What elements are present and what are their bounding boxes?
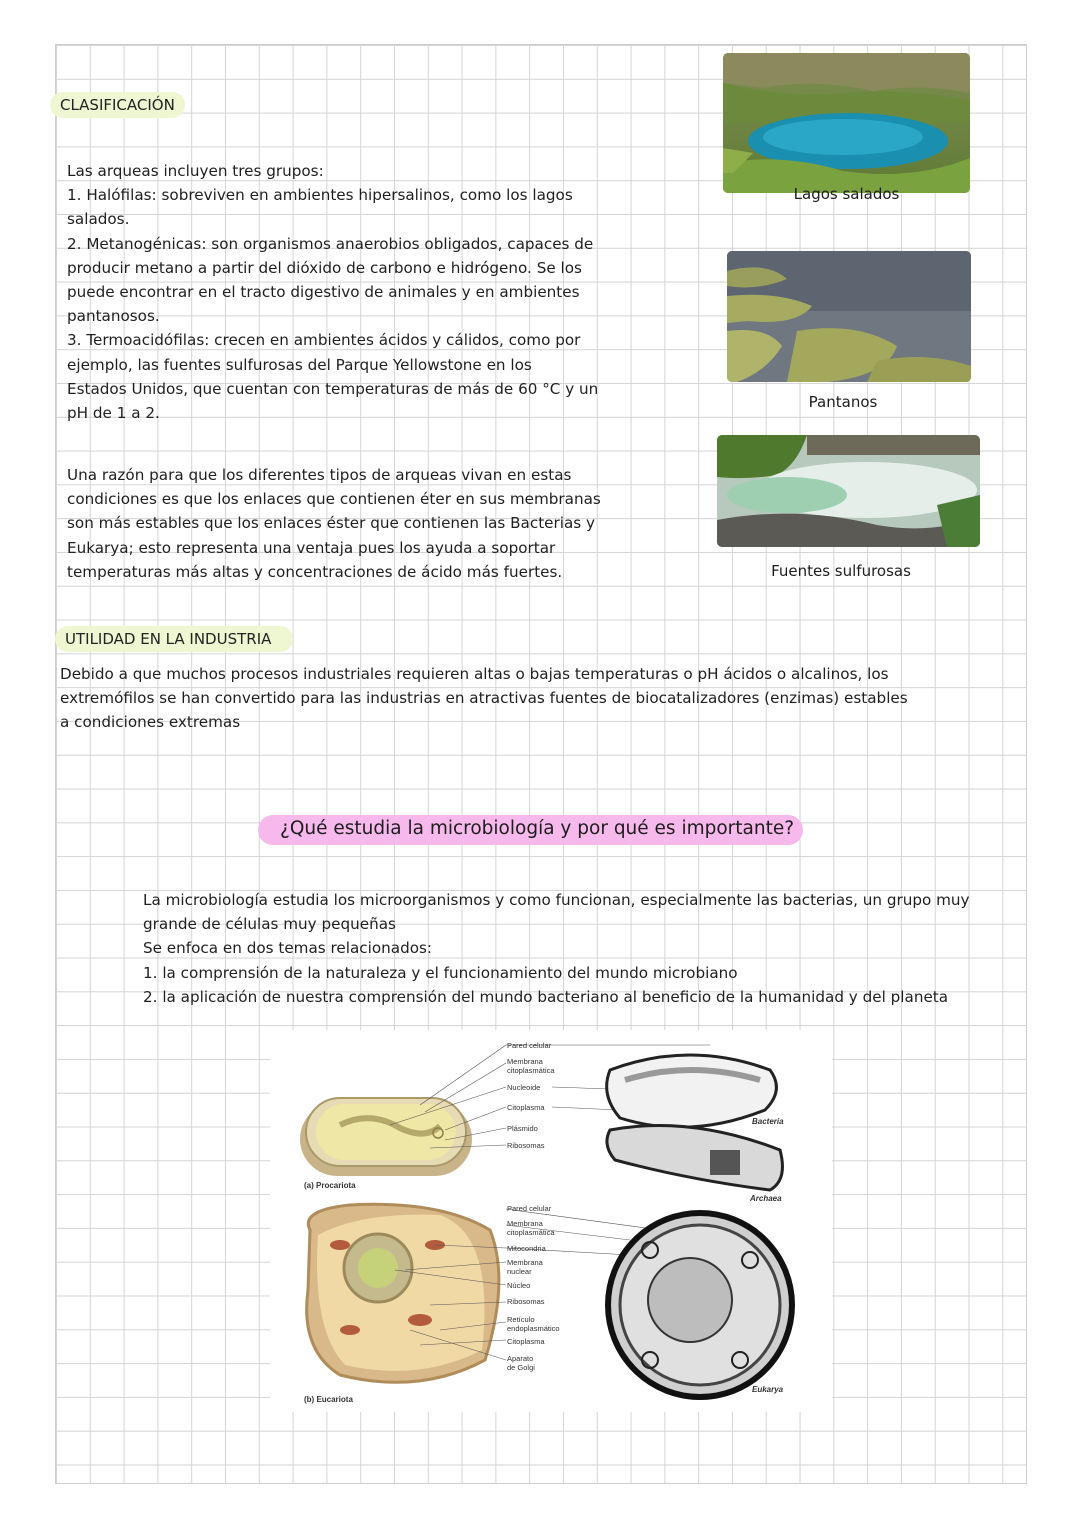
euk-label-membrane: Membrana — [507, 1219, 543, 1228]
text-line: puede encontrar en el tracto digestivo de animales y en ambientes — [67, 283, 580, 302]
euk-label-nuclear-membrane-2: nuclear — [507, 1267, 532, 1276]
text-line: salados. — [67, 210, 130, 229]
salt-lake-photo — [723, 53, 970, 193]
microbiologia-body — [143, 888, 1003, 1009]
euk-label-mitochondria: Mitocondria — [507, 1244, 546, 1253]
clasificacion-body — [67, 159, 627, 425]
text-line: pantanosos. — [67, 307, 160, 326]
text-line: temperaturas más altas y concentraciones de ácido más fuertes. — [67, 562, 563, 581]
text-line: Estados Unidos, que cuentan con temperaturas de más de 60 °C y un — [67, 379, 599, 398]
text-line: condiciones es que los enlaces que contienen éter en sus membranas — [67, 490, 601, 509]
text-line: son más estables que los enlaces éster que contienen las Bacterias y — [67, 514, 595, 533]
text-line: Una razón para que los diferentes tipos de arqueas vivan en estas — [67, 466, 572, 484]
pro-label-nucleoid: Nucleoide — [507, 1083, 541, 1092]
eukarya-label: Eukarya — [752, 1385, 784, 1394]
pro-label-membrane: Membrana — [507, 1057, 543, 1066]
archaea-micrograph — [607, 1126, 783, 1191]
reason-body — [67, 463, 627, 584]
text-line: 2. la aplicación de nuestra comprensión del mundo bacteriano al beneficio de la humanidad y del planeta — [143, 987, 949, 1006]
industria-heading: UTILIDAD EN LA INDUSTRIA — [55, 626, 293, 652]
pro-label-ribosomes: Ribosomas — [507, 1141, 545, 1150]
swamp-caption: Pantanos — [808, 393, 878, 411]
bacteria-label: Bacteria — [752, 1117, 784, 1126]
bacteria-micrograph — [607, 1055, 777, 1127]
text-line: Debido a que muchos procesos industriales requieren altas o bajas temperaturas o pH ácidos o alcalinos, los — [60, 665, 889, 683]
pro-label-cytoplasm: Citoplasma — [507, 1103, 545, 1112]
prokaryote-caption: (a) Procariota — [304, 1181, 356, 1190]
text-line: producir metano a partir del dióxido de carbono e hidrógeno. Se los — [67, 258, 582, 277]
euk-label-nuclear-membrane: Membrana — [507, 1258, 543, 1267]
text-line: Las arqueas incluyen tres grupos: — [67, 162, 324, 180]
euk-label-golgi: Aparato — [507, 1354, 534, 1363]
text-line: pH de 1 a 2. — [67, 404, 160, 423]
euk-label-wall: Pared celular — [507, 1204, 552, 1213]
text-line: a condiciones extremas — [60, 713, 241, 732]
cell-diagram — [270, 1030, 832, 1412]
text-line: grande de células muy pequeñas — [143, 915, 396, 934]
text-line: ejemplo, las fuentes sulfurosas del Parque Yellowstone en los — [67, 355, 532, 374]
text-line: 1. Halófilas: sobreviven en ambientes hipersalinos, como los lagos — [67, 186, 573, 205]
euk-label-er-2: endoplasmático — [507, 1324, 560, 1333]
question-title: ¿Qué estudia la microbiología y por qué es importante? — [280, 818, 795, 839]
swamp-photo — [727, 251, 971, 382]
prokaryote-cell-illustration — [300, 1098, 472, 1176]
euk-label-ribosomes: Ribosomas — [507, 1297, 545, 1306]
text-line: Eukarya; esto representa una ventaja pues los ayuda a soportar — [67, 538, 556, 557]
clasificacion-heading: CLASIFICACIÓN — [50, 92, 185, 118]
archaea-label: Archaea — [750, 1194, 782, 1203]
pro-label-membrane-2: citoplasmática — [507, 1066, 555, 1075]
eukaryote-caption: (b) Eucariota — [304, 1395, 353, 1404]
euk-label-membrane-2: citoplasmática — [507, 1228, 555, 1237]
text-line: extremófilos se han convertido para las industrias en atractivas fuentes de biocatalizadores (enzimas) estables — [60, 689, 908, 708]
euk-label-golgi-2: de Golgi — [507, 1363, 535, 1372]
salt-lake-caption: Lagos salados — [793, 185, 900, 203]
text-line: La microbiología estudia los microorganismos y como funcionan, especialmente las bacterias, un grupo muy — [143, 891, 970, 909]
text-line: 1. la comprensión de la naturaleza y el funcionamiento del mundo microbiano — [143, 963, 738, 982]
euk-label-nucleus: Núcleo — [507, 1281, 531, 1290]
sulfur-spring-photo — [717, 435, 980, 547]
eukaryote-cell-illustration — [307, 1204, 499, 1382]
eukarya-micrograph — [608, 1213, 792, 1397]
euk-label-er: Retículo — [507, 1315, 535, 1324]
text-line: 3. Termoacidófilas: crecen en ambientes ácidos y cálidos, como por — [67, 331, 581, 350]
sulfur-spring-caption: Fuentes sulfurosas — [771, 562, 911, 580]
euk-label-cytoplasm: Citoplasma — [507, 1337, 545, 1346]
text-line: 2. Metanogénicas: son organismos anaerobios obligados, capaces de — [67, 234, 594, 253]
text-line: Se enfoca en dos temas relacionados: — [143, 939, 433, 958]
pro-label-plasmid: Plásmido — [507, 1124, 538, 1133]
industria-body — [60, 662, 1000, 735]
pro-label-wall: Pared celular — [507, 1041, 552, 1050]
